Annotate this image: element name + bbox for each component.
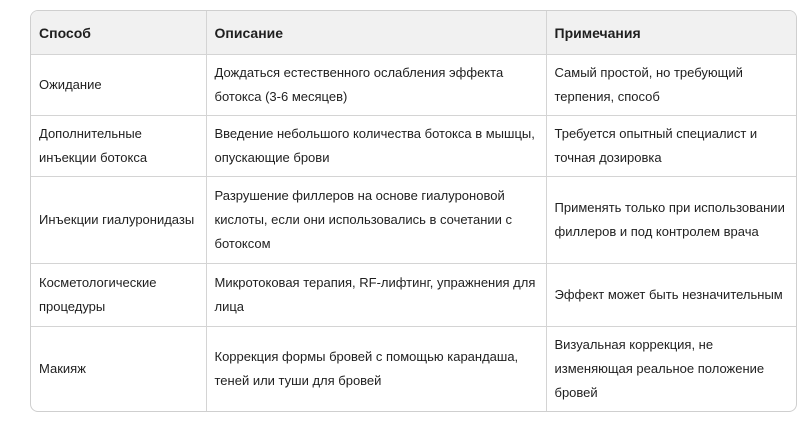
cell-description: Микротоковая терапия, RF-лифтинг, упражнения для лица [206, 264, 546, 327]
table-row [31, 116, 797, 177]
table-row [31, 264, 797, 327]
table-row [31, 177, 797, 264]
table-row [31, 55, 797, 116]
cell-method: Ожидание [31, 55, 206, 116]
cell-description: Коррекция формы бровей с помощью карандаша, теней или туши для бровей [206, 327, 546, 412]
cell-description: Разрушение филлеров на основе гиалуроновой кислоты, если они использовались в сочетании с ботоксом [206, 177, 546, 264]
cell-method: Макияж [31, 327, 206, 412]
cell-notes: Самый простой, но требующий терпения, способ [546, 55, 797, 116]
cell-method: Инъекции гиалуронидазы [31, 177, 206, 264]
cell-notes: Требуется опытный специалист и точная дозировка [546, 116, 797, 177]
cell-notes: Визуальная коррекция, не изменяющая реальное положение бровей [554, 337, 765, 400]
table-row [31, 327, 797, 412]
methods-table-container [30, 10, 797, 412]
header-description: Описание [206, 11, 546, 55]
cell-method: Косметологические процедуры [31, 264, 206, 327]
cell-notes: Эффект может быть незначительным [546, 264, 797, 327]
methods-table [31, 11, 797, 411]
cell-description: Дождаться естественного ослабления эффекта ботокса (3-6 месяцев) [206, 55, 546, 116]
header-method: Способ [31, 11, 206, 55]
cell-description: Введение небольшого количества ботокса в мышцы, опускающие брови [206, 116, 546, 177]
header-notes: Примечания [546, 11, 797, 55]
cell-method: Дополнительные инъекции ботокса [31, 116, 206, 177]
table-header-row [31, 11, 797, 55]
cell-notes: Применять только при использовании филлеров и под контролем врача [546, 177, 797, 264]
